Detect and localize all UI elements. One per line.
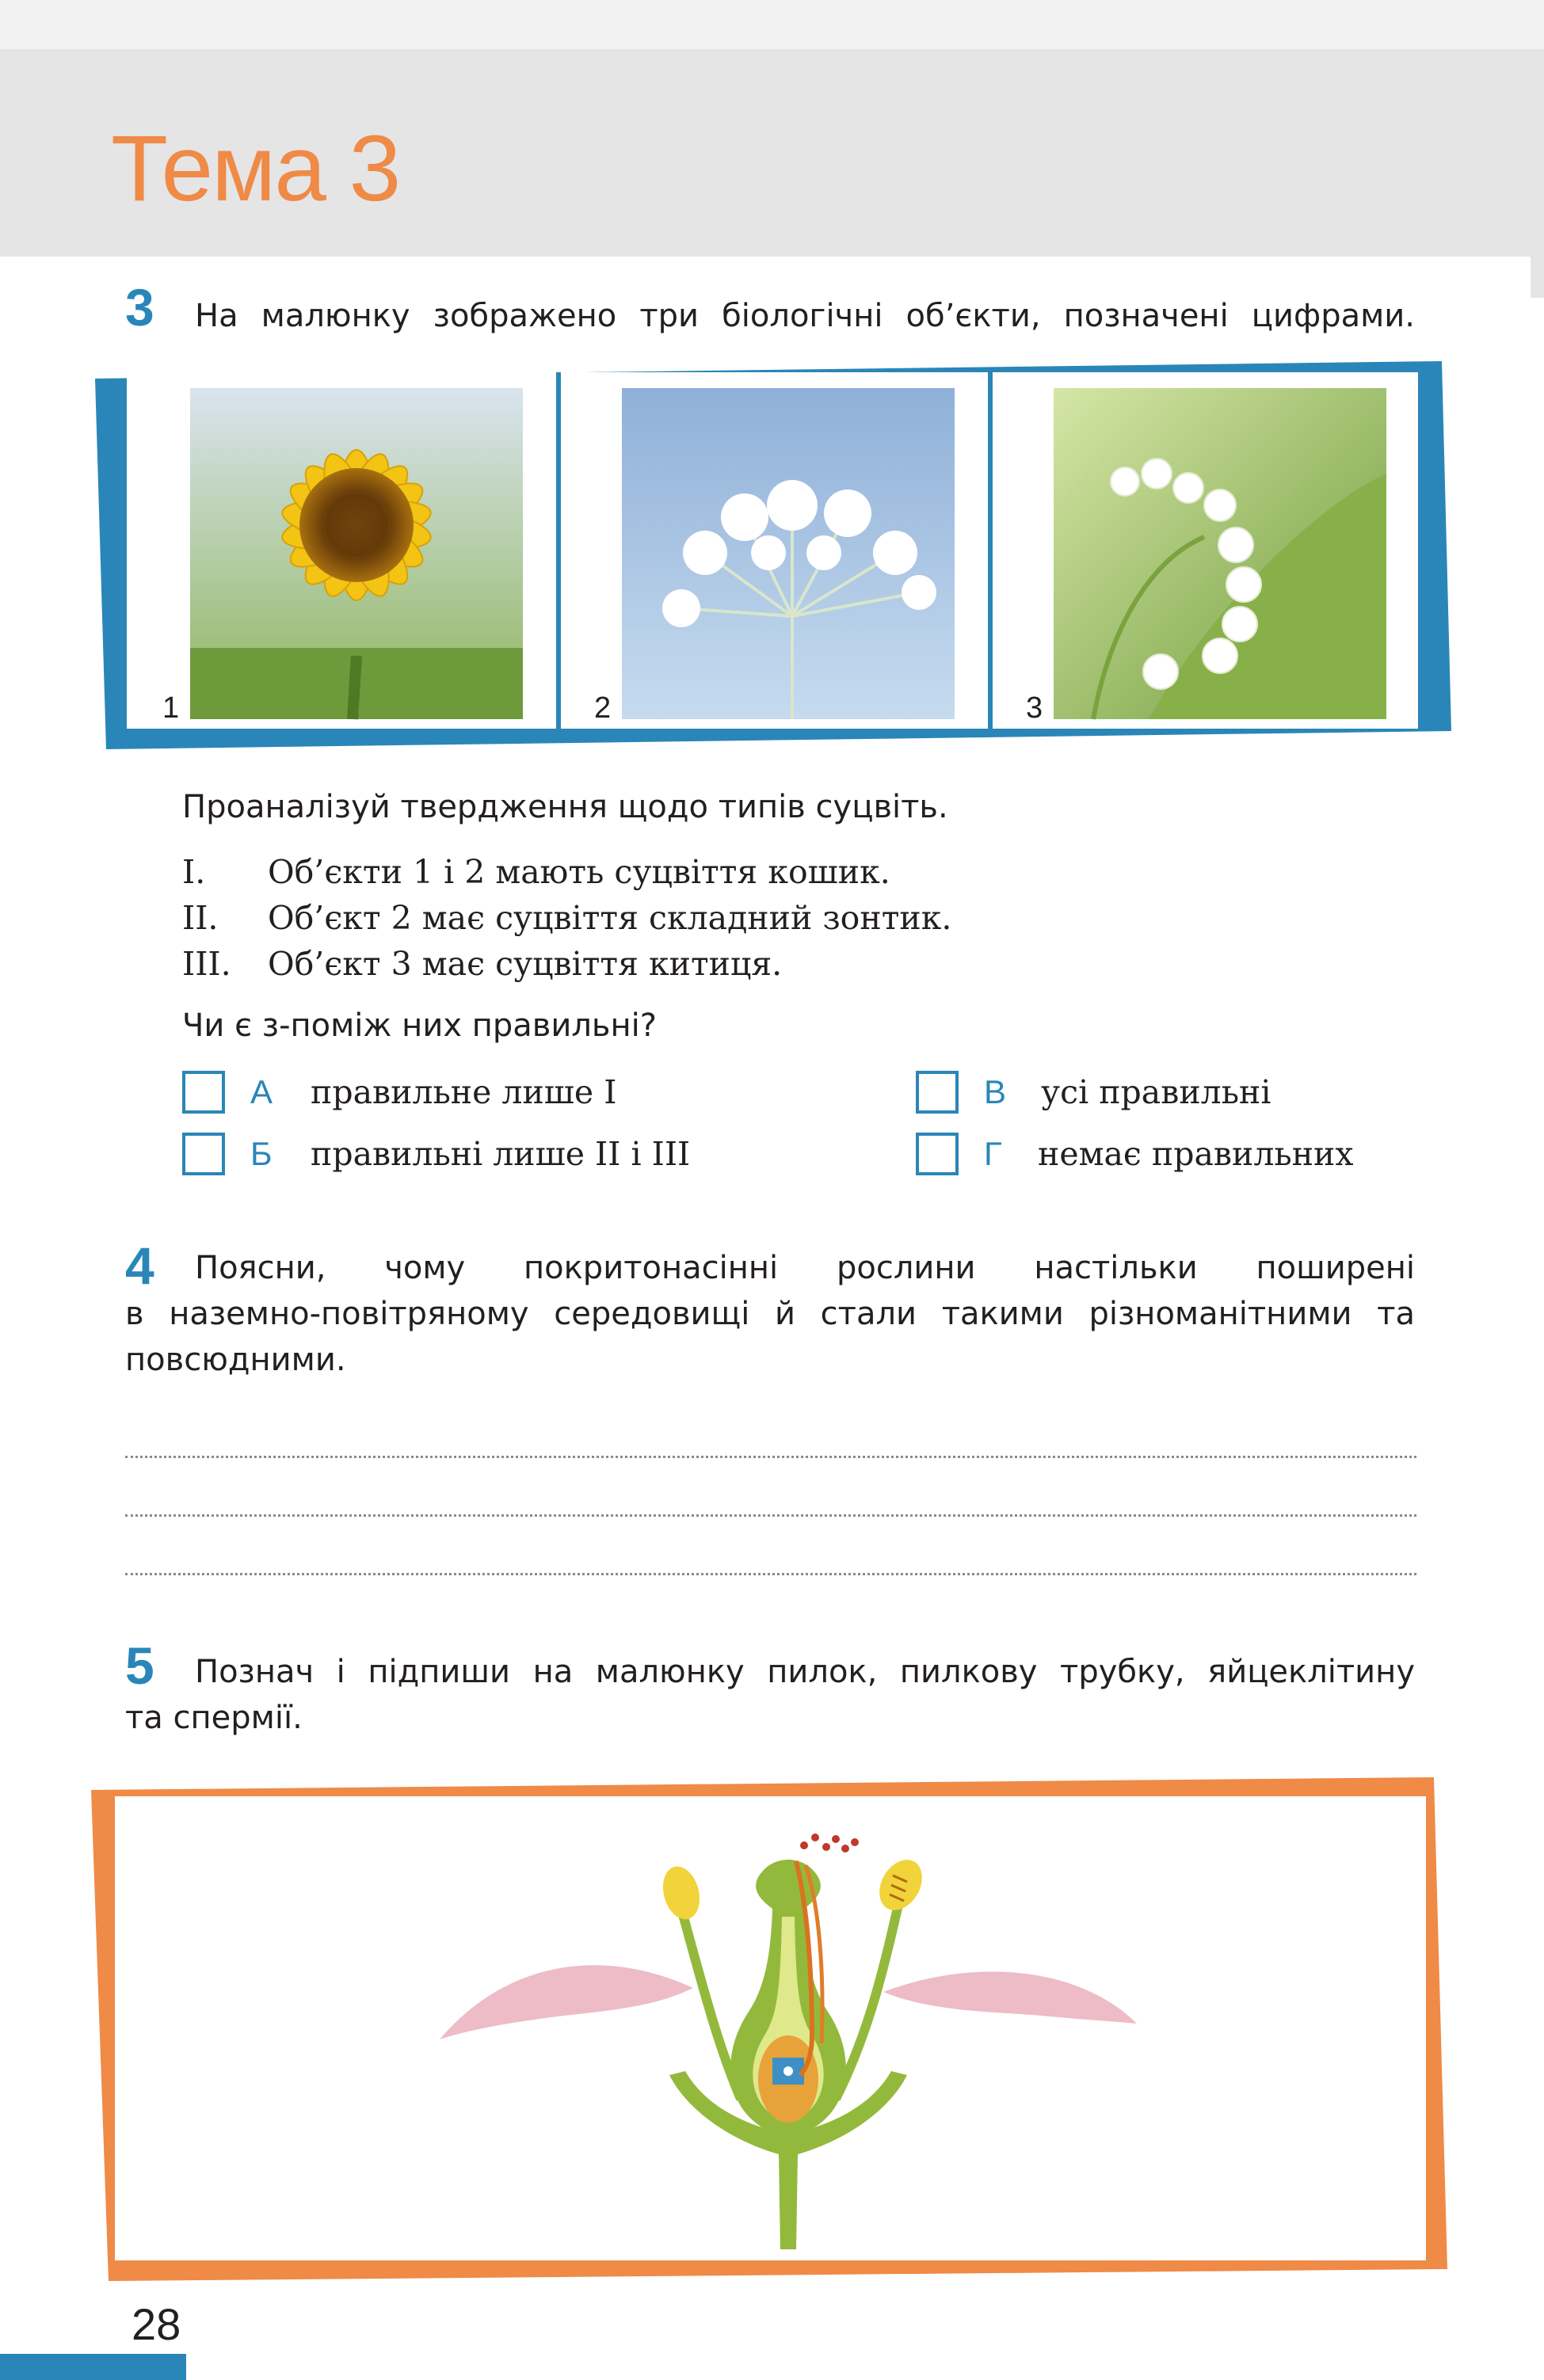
answer-line[interactable] <box>125 1514 1416 1517</box>
sunflower-photo <box>190 388 523 719</box>
option-g-text: немає правильних <box>1038 1135 1354 1173</box>
top-strip <box>0 0 1544 49</box>
option-b-text: правильні лише II і III <box>311 1135 691 1173</box>
option-v-letter: В <box>984 1073 1007 1110</box>
page-header <box>0 49 1544 257</box>
task-4-line-2: в наземно-повітряному середовищі й стали такими різноманітними та <box>125 1296 1415 1332</box>
option-b-letter: Б <box>250 1135 273 1172</box>
question: Чи є з-поміж них правильні? <box>182 1007 657 1044</box>
checkbox-v[interactable] <box>916 1071 959 1114</box>
statement-2-number: II. <box>182 899 219 937</box>
task-3-number: 3 <box>125 278 154 337</box>
answer-line[interactable] <box>125 1456 1416 1458</box>
checkbox-a[interactable] <box>182 1071 225 1114</box>
task-4-number: 4 <box>125 1236 154 1295</box>
task-5-line-1: Познач і підпиши на малюнку пилок, пилкову трубку, яйцеклітину <box>195 1654 1415 1690</box>
flower-diagram <box>91 1774 1454 2289</box>
umbel-flower-photo <box>622 388 955 719</box>
option-a-text: правильне лише I <box>311 1073 617 1111</box>
page-number: 28 <box>132 2299 181 2349</box>
option-g-letter: Г <box>984 1135 1002 1172</box>
task-4-line-3: повсюдними. <box>125 1342 346 1378</box>
photo-label-3: 3 <box>1026 691 1043 725</box>
checkbox-b[interactable] <box>182 1133 225 1175</box>
statement-1-number: I. <box>182 853 206 891</box>
analyze-prompt: Проаналізуй твердження щодо типів суцвіть. <box>182 789 948 825</box>
statement-3-number: III. <box>182 945 231 983</box>
task-4-line-1: Поясни, чому покритонасінні рослини настільки поширені <box>195 1250 1415 1286</box>
option-a-letter: А <box>250 1073 273 1110</box>
task-5-line-2: та спермії. <box>125 1700 303 1736</box>
photo-panel <box>95 355 1458 751</box>
page-title: Тема 3 <box>111 116 400 221</box>
answer-line[interactable] <box>125 1573 1416 1575</box>
task-3-intro: На малюнку зображено три біологічні об’єкти, позначені цифрами. <box>195 298 1415 334</box>
photo-label-1: 1 <box>162 691 180 725</box>
checkbox-g[interactable] <box>916 1133 959 1175</box>
statement-1-text: Об’єкти 1 і 2 мають суцвіття кошик. <box>268 853 890 891</box>
statement-2-text: Об’єкт 2 має суцвіття складний зонтик. <box>268 899 952 937</box>
statement-3-text: Об’єкт 3 має суцвіття китиця. <box>268 945 783 983</box>
option-v-text: усі правильні <box>1041 1073 1271 1111</box>
task-5-number: 5 <box>125 1636 154 1695</box>
side-tab <box>1531 257 1544 298</box>
photo-label-2: 2 <box>594 691 612 725</box>
lily-of-the-valley-photo <box>1054 388 1386 719</box>
page-number-bar <box>0 2354 186 2380</box>
